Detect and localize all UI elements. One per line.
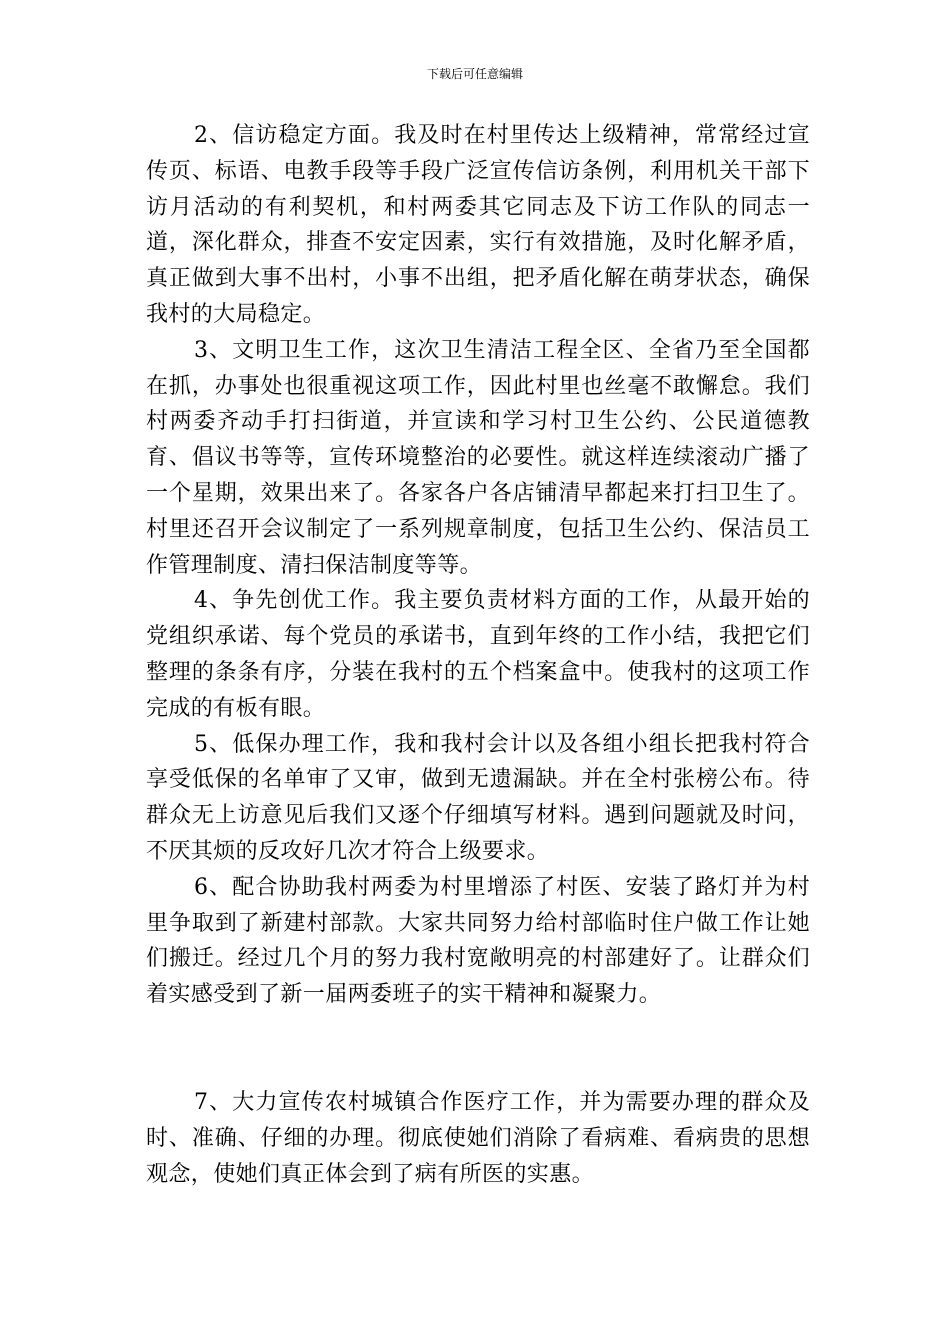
- paragraph-3-civilized-hygiene: 3、文明卫生工作，这次卫生清洁工程全区、全省乃至全国都在抓，办事处也很重视这项工作，因此村里也丝毫不敢懈怠。我们村两委齐动手打扫街道，并宣读和学习村卫生公约、公民道德教育、倡议书等等，宣传环境整治的必要性。就这样连续滚动广播了一个星期，效果出来了。各家各户各店铺清早都起来打扫卫生了。村里还召开会议制定了一系列规章制度，包括卫生公约、保洁员工作管理制度、清扫保洁制度等等。: [146, 337, 810, 578]
- document-body: [146, 118, 810, 1192]
- page-header: 下载后可任意编辑: [426, 67, 523, 81]
- section-gap: [146, 1013, 810, 1085]
- paragraph-2-petition-stability: 2、信访稳定方面。我及时在村里传达上级精神，常常经过宣传页、标语、电教手段等手段广泛宣传信访条例，利用机关干部下访月活动的有利契机，和村两委其它同志及下访工作队的同志一道，深化群众，排查不安定因素，实行有效措施，及时化解矛盾，真正做到大事不出村，小事不出组，把矛盾化解在萌芽状态，确保我村的大局稳定。: [146, 123, 810, 327]
- paragraph-4-excellence-work: 4、争先创优工作。我主要负责材料方面的工作，从最开始的党组织承诺、每个党员的承诺书，直到年终的工作小结，我把它们整理的条条有序，分装在我村的五个档案盒中。使我村的这项工作完成的有板有眼。: [146, 588, 810, 721]
- paragraph-7-medical-cooperation: 7、大力宣传农村城镇合作医疗工作，并为需要办理的群众及时、准确、仔细的办理。彻底使她们消除了看病难、看病贵的思想观念，使她们真正体会到了病有所医的实惠。: [146, 1089, 810, 1187]
- paragraph-6-village-infrastructure: 6、配合协助我村两委为村里增添了村医、安装了路灯并为村里争取到了新建村部款。大家共同努力给村部临时住户做工作让她们搬迁。经过几个月的努力我村宽敞明亮的村部建好了。让群众们着实感受到了新一届两委班子的实干精神和凝聚力。: [146, 874, 810, 1008]
- paragraph-5-low-income-support: 5、低保办理工作，我和我村会计以及各组小组长把我村符合享受低保的名单审了又审，做到无遗漏缺。并在全村张榜公布。待群众无上访意见后我们又逐个仔细填写材料。遇到问题就及时问，不厌其烦的反攻好几次才符合上级要求。: [146, 731, 810, 864]
